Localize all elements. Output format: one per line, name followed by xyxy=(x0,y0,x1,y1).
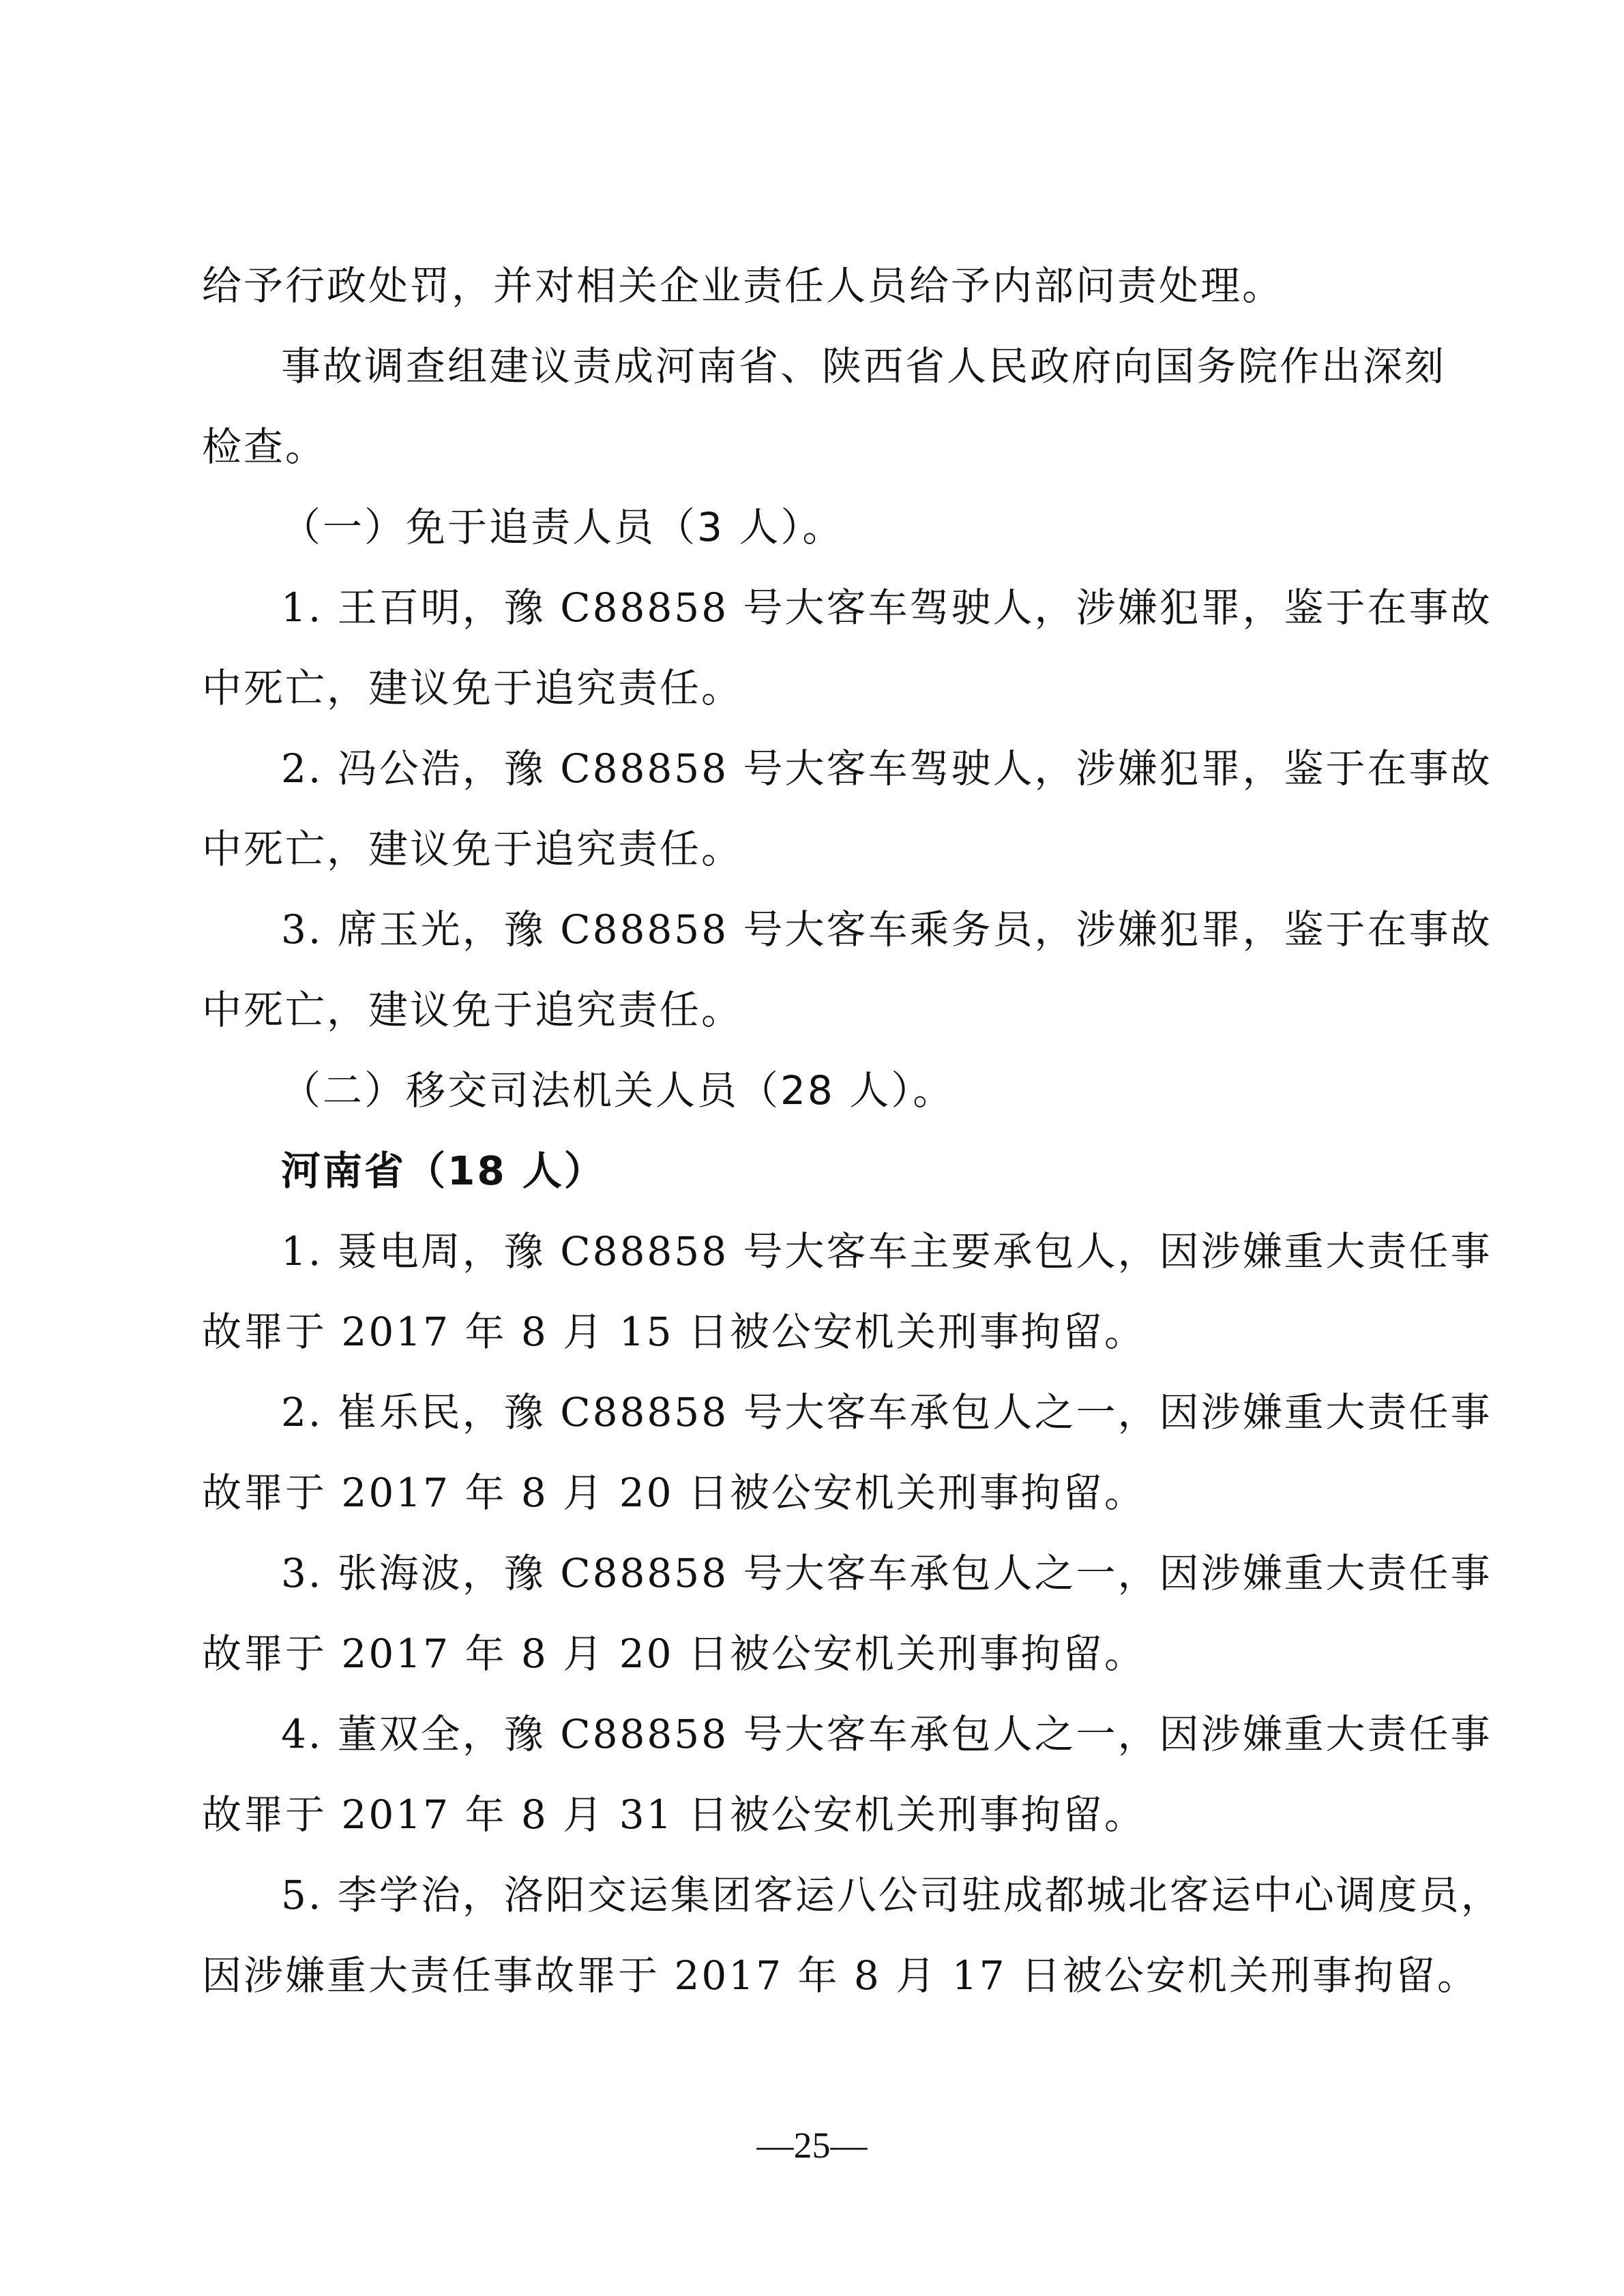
list-item-line: 3. 张海波，豫 C88858 号大客车承包人之一，因涉嫌重大责任事 xyxy=(281,1550,1492,1596)
list-item-line: 故罪于 2017 年 8 月 15 日被公安机关刑事拘留。 xyxy=(202,1309,1146,1355)
list-item-line: 故罪于 2017 年 8 月 20 日被公安机关刑事拘留。 xyxy=(202,1470,1146,1516)
list-item-line: 因涉嫌重大责任事故罪于 2017 年 8 月 17 日被公安机关刑事拘留。 xyxy=(202,1952,1479,1999)
list-item-line: 1. 王百明，豫 C88858 号大客车驾驶人，涉嫌犯罪，鉴于在事故 xyxy=(281,584,1492,631)
body-text xyxy=(202,245,1503,2016)
list-item-line: 2. 崔乐民，豫 C88858 号大客车承包人之一，因涉嫌重大责任事 xyxy=(281,1389,1492,1435)
list-item-line: 中死亡，建议免于追究责任。 xyxy=(202,665,743,711)
section-heading-exempt: （一）免于追责人员（3 人）。 xyxy=(281,504,844,550)
list-item-line: 2. 冯公浩，豫 C88858 号大客车驾驶人，涉嫌犯罪，鉴于在事故 xyxy=(281,745,1492,792)
page-number: —25— xyxy=(756,2125,868,2166)
list-item-line: 中死亡，建议免于追究责任。 xyxy=(202,987,743,1033)
paragraph-line: 检查。 xyxy=(202,423,327,470)
list-item-line: 4. 董双全，豫 C88858 号大客车承包人之一，因涉嫌重大责任事 xyxy=(281,1711,1492,1757)
list-item-line: 故罪于 2017 年 8 月 20 日被公安机关刑事拘留。 xyxy=(202,1630,1146,1677)
paragraph-line: 事故调查组建议责成河南省、陕西省人民政府向国务院作出深刻 xyxy=(281,343,1447,389)
list-item-line: 中死亡，建议免于追究责任。 xyxy=(202,826,743,872)
list-item-line: 3. 席玉光，豫 C88858 号大客车乘务员，涉嫌犯罪，鉴于在事故 xyxy=(281,906,1492,953)
subsection-heading-henan: 河南省（18 人） xyxy=(281,1148,606,1194)
list-item-line: 1. 聂电周，豫 C88858 号大客车主要承包人，因涉嫌重大责任事 xyxy=(281,1228,1492,1274)
list-item-line: 故罪于 2017 年 8 月 31 日被公安机关刑事拘留。 xyxy=(202,1791,1146,1838)
paragraph-line: 给予行政处罚，并对相关企业责任人员给予内部问责处理。 xyxy=(202,263,1284,309)
list-item-line: 5. 李学治，洛阳交运集团客运八公司驻成都城北客运中心调度员， xyxy=(281,1872,1503,1918)
section-heading-judicial: （二）移交司法机关人员（28 人）。 xyxy=(281,1067,955,1114)
